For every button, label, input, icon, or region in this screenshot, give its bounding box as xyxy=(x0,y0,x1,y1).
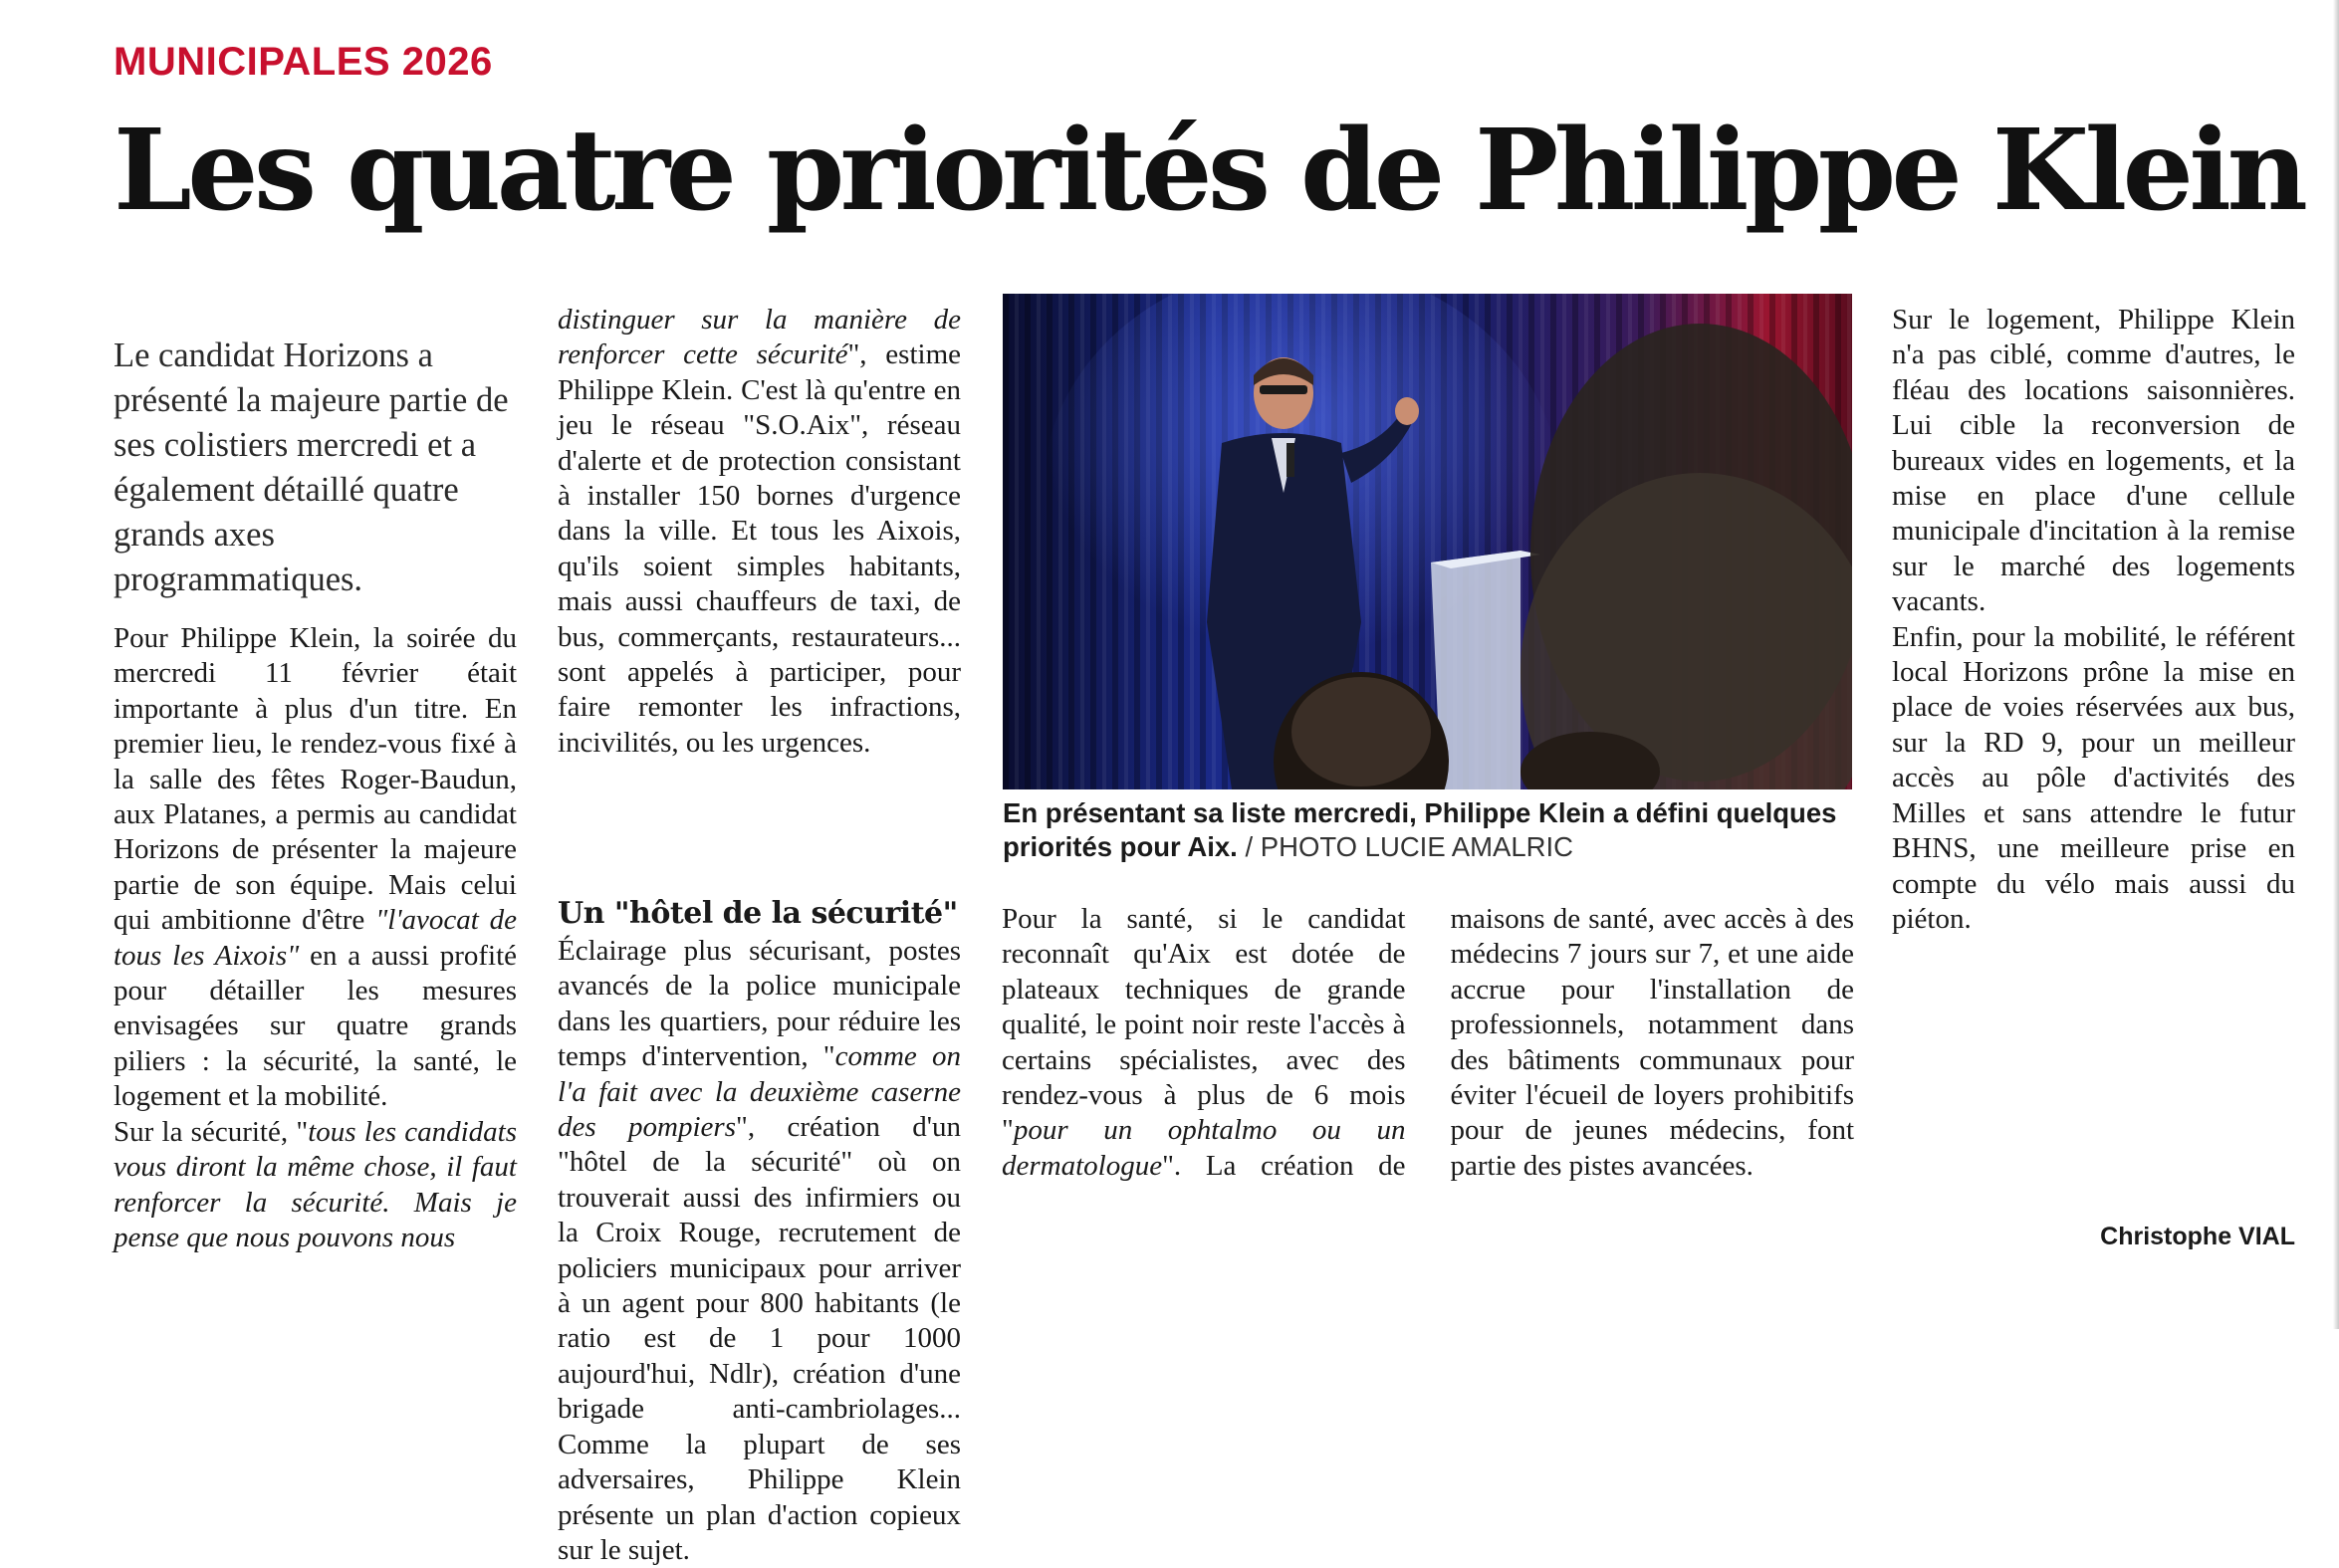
intertitle: Un "hôtel de la sécurité" xyxy=(558,896,958,931)
page-edge-shadow xyxy=(2333,0,2339,1329)
body-column-5 xyxy=(1892,303,2295,937)
section-rubric: MUNICIPALES 2026 xyxy=(114,40,493,84)
article-lead: Le candidat Horizons a présenté la majeure partie de ses colistiers mercredi et a également détaillé quatre grands axes programmatiques. xyxy=(114,336,509,598)
photo-caption: En présentant sa liste mercredi, Philippe Klein a défini quelques priorités pour Aix. / PHOTO LUCIE AMALRIC xyxy=(1003,797,1837,862)
photo-credit: / PHOTO LUCIE AMALRIC xyxy=(1245,831,1574,862)
quote-avocat: "l'avocat de tous les Aixois" xyxy=(114,904,517,972)
paragraph-logement: Sur le logement, Philippe Klein n'a pas ciblé, comme d'autres, le fléau des locations saisonnières. Lui cible la reconversion de bureaux vides en logements, et la mise en place d'une cellule municipale d'incitation à la remise sur le marché des logements vacants. xyxy=(1892,304,2295,618)
paragraph-intro: Pour Philippe Klein, la soirée du mercredi 11 février était importante à plus d'un titre. En premier lieu, le rendez-vous fixé à la salle des fêtes Roger-Baudun, aux Platanes, a permis au candidat Horizons de présenter la majeure partie de son équipe. Mais celui qui ambitionne d'être "l'avocat de tous les Aixois" en a aussi profité pour détailler les mesures envisagées sur quatre grands piliers : la sécurité, la santé, le logement et la mobilité. xyxy=(114,622,517,1113)
paragraph-securite-continued: distinguer sur la manière de renforcer cette sécurité", estime Philippe Klein. C'est là qu'entre en jeu le réseau "S.O.Aix", réseau d'alerte et de protection consistant à installer 150 bornes d'urgence dans la ville. Et tous les Aixois, qu'ils soient simples habitants, mais aussi chauffeurs de taxi, de bus, commerçants, restaurateurs... sont appelés à participer, pour faire remonter les infractions, incivilités, ou les urgences. xyxy=(558,304,961,759)
paragraph-hotel-securite: Éclairage plus sécurisant, postes avancés de la police municipale dans les quartiers, pour réduire les temps d'intervention, "comme on l'a fait avec la deuxième caserne des pompiers", création d'un "hôtel de la sécurité" où on trouverait aussi des infirmiers ou la Croix Rouge, recrutement de policiers municipaux pour arriver à un agent pour 800 habitants (le ratio est de 1 pour 1000 aujourd'hui, Ndlr), création d'une brigade anti-cambriolages... Comme la plupart de ses adversaires, Philippe Klein présente un plan d'action copieux sur le sujet. xyxy=(558,935,961,1566)
stage-photo-illustration xyxy=(1003,294,1852,789)
body-columns-3-4 xyxy=(1002,902,1854,1184)
body-column-2-upper xyxy=(558,303,961,761)
paragraph-securite: Sur la sécurité, "tous les candidats vous diront la même chose, il faut renforcer la sécurité. Mais je pense que nous pouvons nous xyxy=(114,1115,517,1253)
paragraph-mobilite: Enfin, pour la mobilité, le référent local Horizons prône la mise en place de voies réservées aux bus, sur la RD 9, pour un meilleur accès au pôle d'activités des Milles et sans attendre le futur BHNS, une meilleure prise en compte du vélo mais aussi du piéton. xyxy=(1892,620,2295,935)
article-photo xyxy=(1003,294,1852,789)
body-column-1 xyxy=(114,621,517,1255)
quote-caserne: comme on l'a fait avec la deuxième caserne des pompiers xyxy=(558,1040,961,1144)
body-column-2-lower xyxy=(558,896,961,1568)
quote-ophtalmo: pour un ophtalmo ou un dermatologue xyxy=(1002,1114,1406,1182)
author-byline: Christophe VIAL xyxy=(2100,1223,2295,1250)
article-headline: Les quatre priorités de Philippe Klein xyxy=(114,106,2304,236)
paragraph-sante: Pour la santé, si le candidat reconnaît qu'Aix est dotée de plateaux techniques de grande qualité, le point noir reste l'accès à certains spécialistes, avec des rendez-vous à plus de 6 mois "pour un ophtalmo ou un dermatologue". La création de maisons de santé, avec accès à des médecins 7 jours sur 7, et une aide accrue pour l'installation de professionnels, notamment dans des bâtiments communaux pour éviter l'écueil de loyers prohibitifs pour de jeunes médecins, font partie des pistes avancées. xyxy=(1002,903,1854,1182)
